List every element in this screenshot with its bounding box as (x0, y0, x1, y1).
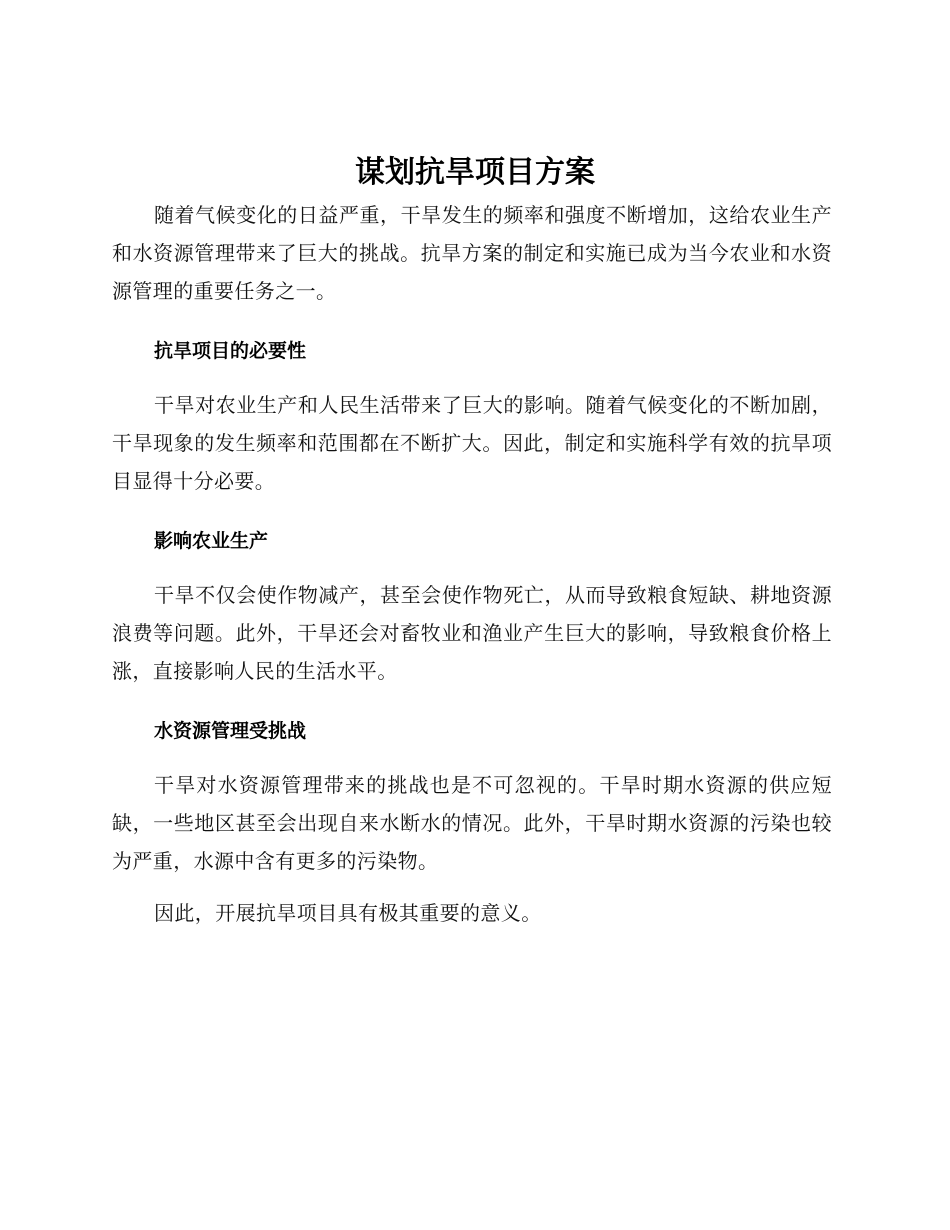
spacer (112, 690, 832, 716)
spacer (112, 366, 832, 386)
spacer (112, 880, 832, 894)
spacer (112, 556, 832, 576)
conclusion-paragraph: 因此，开展抗旱项目具有极其重要的意义。 (154, 901, 542, 925)
section-heading-necessity: 抗旱项目的必要性 (154, 340, 307, 362)
spacer (112, 746, 832, 766)
spacer (112, 500, 832, 526)
section-heading-agriculture: 影响农业生产 (154, 530, 269, 552)
section-heading-water: 水资源管理受挑战 (154, 720, 307, 742)
document-title: 谋划抗旱项目方案 (355, 155, 595, 190)
section-body-necessity: 干旱对农业生产和人民生活带来了巨大的影响。随着气候变化的不断加剧，干旱现象的发生频率和范围都在不断扩大。因此，制定和实施科学有效的抗旱项目显得十分必要。 (112, 393, 832, 493)
document-page (112, 150, 832, 932)
section-body-agriculture: 干旱不仅会使作物减产，甚至会使作物死亡，从而导致粮食短缺、耕地资源浪费等问题。此外，干旱还会对畜牧业和渔业产生巨大的影响，导致粮食价格上涨，直接影响人民的生活水平。 (112, 583, 832, 683)
spacer (112, 310, 832, 336)
intro-paragraph: 随着气候变化的日益严重，干旱发生的频率和强度不断增加，这给农业生产和水资源管理带来了巨大的挑战。抗旱方案的制定和实施已成为当今农业和水资源管理的重要任务之一。 (112, 203, 832, 303)
section-body-water: 干旱对水资源管理带来的挑战也是不可忽视的。干旱时期水资源的供应短缺，一些地区甚至会出现自来水断水的情况。此外，干旱时期水资源的污染也较为严重，水源中含有更多的污染物。 (112, 773, 832, 873)
